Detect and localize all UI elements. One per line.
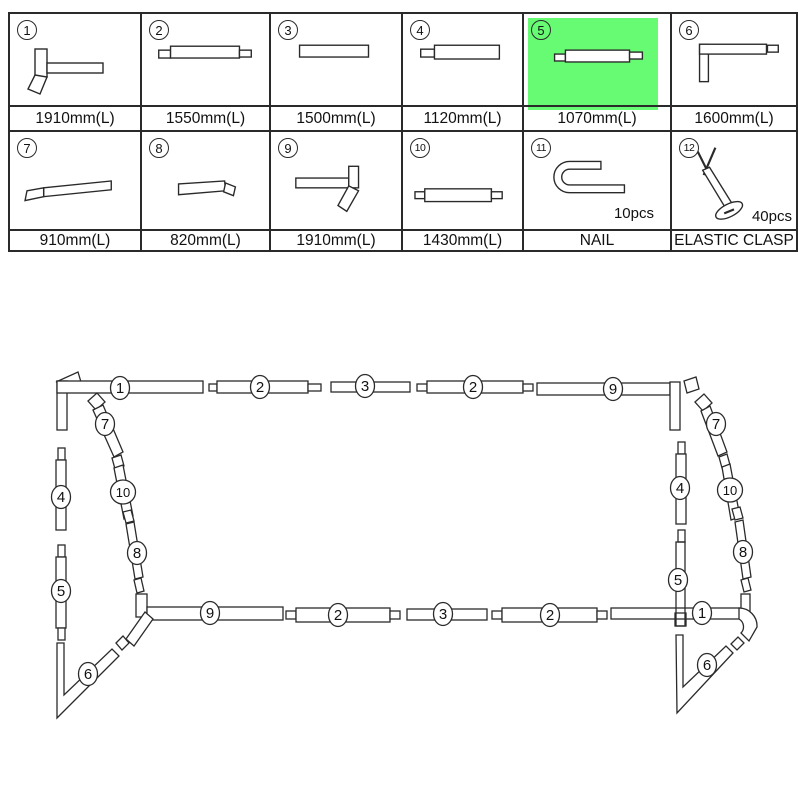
part-cell-5 [522, 14, 670, 105]
svg-text:8: 8 [132, 545, 142, 562]
part-label-8: 820mm(L) [140, 229, 269, 250]
diagram-callout-7 [96, 413, 115, 436]
part-number-badge: 5 [531, 20, 551, 40]
svg-text:9: 9 [205, 605, 215, 622]
svg-text:2: 2 [545, 607, 555, 624]
part-cell-8 [140, 130, 269, 229]
part-cell-11 [522, 130, 670, 229]
svg-text:9: 9 [608, 381, 618, 398]
part-number-badge: 11 [531, 138, 551, 158]
svg-text:6: 6 [702, 657, 712, 674]
part-3-drawing [271, 14, 401, 105]
diagram-callout-5 [52, 580, 71, 603]
svg-text:1: 1 [115, 380, 125, 397]
diagram-callout-9 [604, 378, 623, 401]
svg-text:3: 3 [438, 606, 448, 623]
part-label-2: 1550mm(L) [140, 105, 269, 130]
top-crossbar-group [56, 372, 699, 430]
svg-text:5: 5 [673, 572, 683, 589]
diagram-callout-1 [693, 602, 712, 625]
part-label-6: 1600mm(L) [670, 105, 796, 130]
svg-text:1: 1 [697, 605, 707, 622]
part-number-badge: 7 [17, 138, 37, 158]
part-2-drawing [142, 14, 269, 105]
part-label-7: 910mm(L) [10, 229, 140, 250]
part-cell-12 [670, 130, 796, 229]
svg-text:3: 3 [360, 378, 370, 395]
diagram-callout-4 [671, 477, 690, 500]
diagram-callout-10 [111, 480, 136, 504]
part-cell-4 [401, 14, 522, 105]
part-number-badge: 4 [410, 20, 430, 40]
part-label-3: 1500mm(L) [269, 105, 401, 130]
svg-text:10: 10 [115, 485, 131, 500]
diagram-callout-2 [329, 604, 348, 627]
part-cell-3 [269, 14, 401, 105]
part-4-drawing [403, 14, 522, 105]
part-cell-9 [269, 130, 401, 229]
diagram-callout-8 [734, 541, 753, 564]
diagram-callout-7 [707, 413, 726, 436]
part-number-badge: 12 [679, 138, 699, 158]
diagram-callout-2 [541, 604, 560, 627]
part-qty: 40pcs [751, 208, 792, 225]
part-number-badge: 2 [149, 20, 169, 40]
part-10-drawing [403, 132, 522, 229]
diagram-callout-4 [52, 486, 71, 509]
part-1-drawing [10, 14, 140, 105]
diagram-callout-2 [464, 376, 483, 399]
svg-text:10: 10 [722, 483, 738, 498]
svg-text:2: 2 [255, 379, 265, 396]
part-cell-6 [670, 14, 796, 105]
diagram-callout-1 [111, 377, 130, 400]
svg-text:2: 2 [333, 607, 343, 624]
part-8-drawing [142, 132, 269, 229]
svg-text:5: 5 [56, 583, 66, 600]
svg-text:8: 8 [738, 544, 748, 561]
part-label-10: 1430mm(L) [401, 229, 522, 250]
diagram-callout-6 [79, 663, 98, 686]
part-label-4: 1120mm(L) [401, 105, 522, 130]
part-cell-2 [140, 14, 269, 105]
svg-text:2: 2 [468, 379, 478, 396]
svg-text:7: 7 [100, 416, 110, 433]
part-qty: 10pcs [613, 205, 654, 222]
diagram-callout-10 [718, 478, 743, 502]
part-6-drawing [672, 14, 796, 105]
svg-text:4: 4 [675, 480, 685, 497]
diagram-callout-8 [128, 542, 147, 565]
diagram-callout-3 [434, 603, 453, 626]
part-cell-1 [10, 14, 140, 105]
part-cell-7 [10, 130, 140, 229]
part-label-12: ELASTIC CLASP [670, 229, 796, 250]
part-7-drawing [10, 132, 140, 229]
diagram-callout-9 [201, 602, 220, 625]
svg-text:4: 4 [56, 489, 66, 506]
part-label-1: 1910mm(L) [10, 105, 140, 130]
parts-table [8, 12, 798, 252]
part-number-badge: 8 [149, 138, 169, 158]
part-number-badge: 9 [278, 138, 298, 158]
part-label-9: 1910mm(L) [269, 229, 401, 250]
part-number-badge: 3 [278, 20, 298, 40]
part-number-badge: 10 [410, 138, 430, 158]
part-label-5: 1070mm(L) [522, 105, 670, 130]
part-number-badge: 6 [679, 20, 699, 40]
svg-text:7: 7 [711, 416, 721, 433]
diagram-callout-5 [669, 569, 688, 592]
part-number-badge: 1 [17, 20, 37, 40]
part-label-11: NAIL [522, 229, 670, 250]
diagram-callout-6 [698, 654, 717, 677]
part-9-drawing [271, 132, 401, 229]
diagram-callout-2 [251, 376, 270, 399]
part-cell-10 [401, 130, 522, 229]
svg-text:6: 6 [83, 666, 93, 683]
diagram-callout-3 [356, 375, 375, 398]
diagram-callouts [52, 375, 753, 686]
part-5-drawing [524, 14, 670, 105]
